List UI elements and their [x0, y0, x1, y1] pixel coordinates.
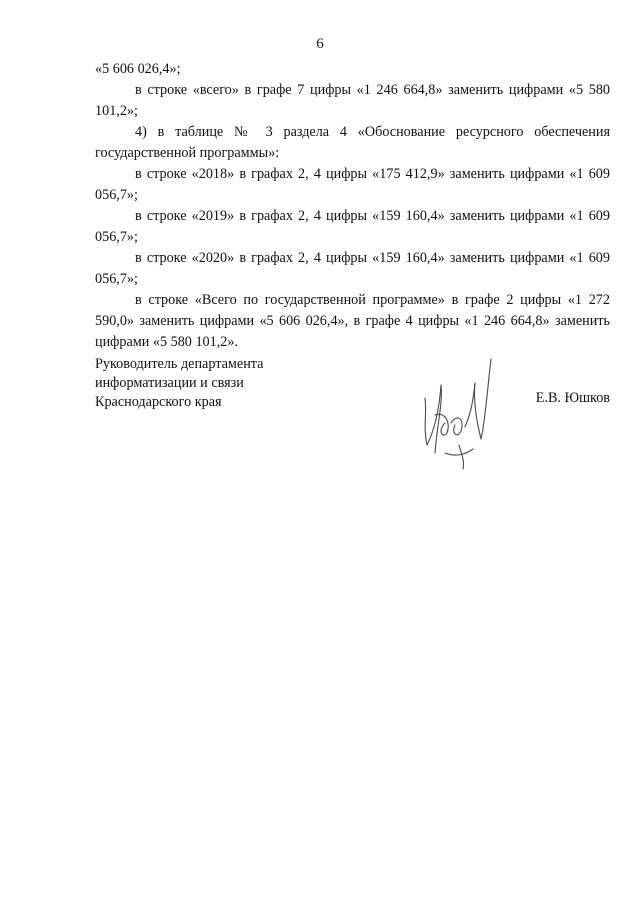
signer-position [95, 355, 263, 412]
signer-name: Е.В. Юшков [535, 390, 610, 406]
paragraph-4: в строке «2018» в графах 2, 4 цифры «175 412,9» заменить цифрами «1 609 056,7»; [95, 166, 610, 203]
paragraph-7: в строке «Всего по государственной программе» в графе 2 цифры «1 272 590,0» заменить цифрами «5 606 026,4», в графе 4 цифры «1 246 664,8» заменить цифрами «5 580 101,2». [95, 292, 610, 350]
signer-position-line-1: Руководитель департамента [95, 356, 264, 372]
paragraph-5: в строке «2019» в графах 2, 4 цифры «159 160,4» заменить цифрами «1 609 056,7»; [95, 208, 610, 245]
paragraph-2: в строке «всего» в графе 7 цифры «1 246 664,8» заменить цифрами «5 580 101,2»; [95, 82, 610, 119]
page-number: 6 [316, 36, 324, 52]
paragraph-6: в строке «2020» в графах 2, 4 цифры «159 160,4» заменить цифрами «1 609 056,7»; [95, 250, 610, 287]
paragraph-1: «5 606 026,4»; [95, 61, 181, 77]
signer-position-line-2: информатизации и связи [95, 375, 244, 391]
document-body [95, 59, 610, 353]
handwritten-signature [415, 353, 505, 473]
signer-position-line-3: Краснодарского края [95, 394, 222, 410]
signature-block [95, 355, 610, 475]
paragraph-3: 4) в таблице № 3 раздела 4 «Обоснование ресурсного обеспечения государственной программы»: [95, 124, 610, 161]
